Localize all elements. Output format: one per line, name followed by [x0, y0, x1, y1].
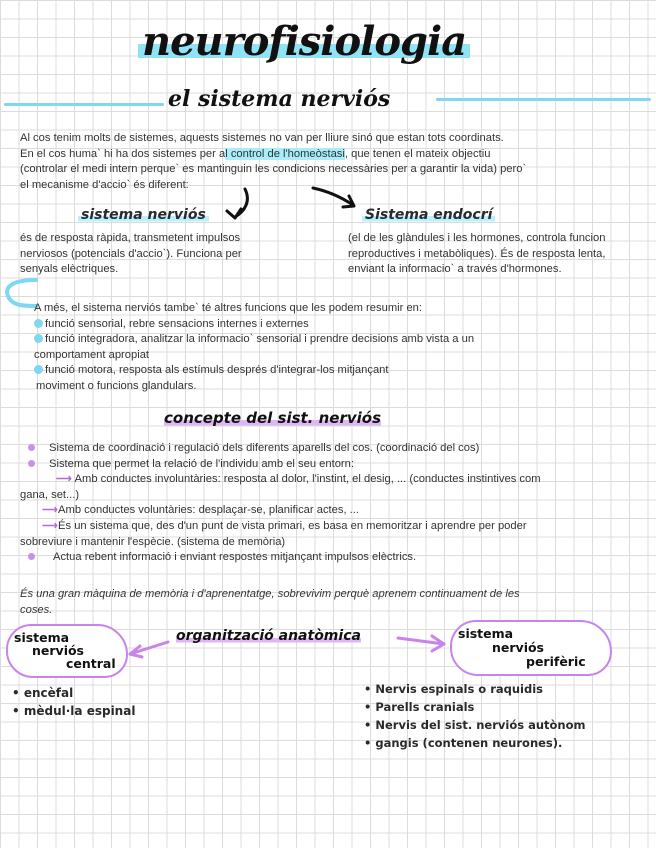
bullet-dot — [28, 553, 35, 560]
endocrine-system-heading: Sistema endocrí — [362, 207, 495, 223]
concept-cont: sobreviure i mantenir l'espècie. (sistema de memòria) — [20, 535, 286, 548]
list-item: • mèdul·la espinal — [12, 702, 135, 720]
functions-block — [34, 301, 634, 395]
summary-line: És una gran màquina de memòria i d'aprenentatge, sobrevivim perquè aprenem continuament de les — [20, 588, 520, 600]
concept-cont: gana, set...) — [20, 488, 80, 501]
concept-list — [20, 441, 640, 566]
nervous-system-heading: sistema nerviós — [78, 207, 209, 223]
list-item: • Nervis del sist. nerviós autònom — [364, 716, 585, 734]
bullet-dot — [34, 319, 43, 328]
concept-bullet: Actua rebent informació i enviant respostes mitjançant impulsos elèctrics. — [20, 550, 640, 566]
concept-bullet: Sistema de coordinació i regulació dels diferents aparells del cos. (coordinació del cos) — [20, 441, 640, 457]
system-arrows — [215, 185, 365, 225]
text-line: nerviosos (potencials d'accio`). Funciona per — [20, 247, 242, 260]
central-items — [12, 684, 135, 720]
function-item-cont: comportament apropiat — [34, 348, 150, 361]
text-line: senyals elèctriques. — [20, 263, 119, 276]
concept-heading: concepte del sist. nerviós — [164, 409, 382, 427]
function-item: funció sensorial, rebre sensacions internes i externes — [34, 317, 634, 333]
cloud-label: sistema — [458, 626, 514, 641]
bullet-dot — [34, 334, 43, 343]
summary-paragraph — [20, 587, 650, 618]
text-line: reproductives i metabòliques). És de resposta lenta, — [348, 247, 606, 260]
page-subtitle: el sistema nerviós — [168, 86, 391, 112]
bullet-dot — [34, 365, 43, 374]
cloud-label: central — [66, 656, 116, 671]
peripheral-system-cloud — [450, 620, 612, 676]
arrow-icon: ⟶ — [42, 519, 59, 532]
page-title: neurofisiologia — [138, 18, 470, 65]
nervous-system-text — [20, 231, 320, 278]
list-item: • encèfal — [12, 684, 135, 702]
concept-bullet: Sistema que permet la relació de l'individu amb el seu entorn: — [20, 457, 640, 473]
intro-line: Al cos tenim molts de sistemes, aquests sistemes no van per lliure sinó que estan tots coordinats. — [20, 132, 504, 144]
concept-arrow-item: ⟶ Amb conductes involuntàries: resposta al dolor, l'instint, el desig, ... (conductes instintives com — [56, 473, 541, 486]
function-item-cont: moviment o funcions glandulars. — [36, 379, 197, 392]
function-item: funció motora, resposta als estímuls després d'integrar-los mitjançant — [34, 363, 634, 379]
subtitle-rule-right — [436, 98, 651, 101]
arrow-icon: ⟶ — [56, 473, 73, 486]
organization-heading: organització anatòmica — [176, 628, 361, 644]
functions-intro: A més, el sistema nerviós tambe` té altres funcions que les podem resumir en: — [34, 302, 423, 314]
summary-line: coses. — [20, 603, 53, 616]
homeostasis-highlight: l control de l'homeòstasi — [225, 147, 345, 160]
text-line: enviant la informacio` a través d'hormones. — [348, 263, 562, 276]
list-item: • gangis (contenen neurones). — [364, 734, 585, 752]
central-system-cloud — [6, 624, 128, 678]
list-item: • Parells cranials — [364, 698, 585, 716]
intro-line: (controlar el medi intern perque` es mantinguin les condicions necessàries per a garantir la vida) pero` — [20, 163, 527, 176]
list-item: • Nervis espinals o raquidis — [364, 680, 585, 698]
endocrine-system-text — [348, 231, 656, 278]
bullet-dot — [28, 444, 35, 451]
function-item: funció integradora, analitzar la informacio` sensorial i prendre decisions amb vista a un — [34, 332, 634, 348]
intro-line: En el cos huma` hi ha dos sistemes per al control de l'homeòstasi, que tenen el mateix objectiu — [20, 147, 491, 160]
cloud-label: sistema — [14, 630, 70, 645]
subtitle-rule-left — [4, 103, 164, 106]
text-line: és de resposta ràpida, transmetent impulsos — [20, 232, 241, 244]
arrow-icon: ⟶ — [42, 504, 59, 517]
bullet-dot — [28, 460, 35, 467]
cloud-label: perifèric — [526, 654, 586, 669]
cloud-label: nerviós — [32, 643, 85, 658]
text-line: (el de les glàndules i les hormones, controla funcion — [348, 232, 606, 244]
peripheral-items — [364, 680, 585, 752]
cloud-label: nerviós — [492, 640, 545, 655]
concept-arrow-item: ⟶Amb conductes voluntàries: desplaçar-se, planificar actes, ... — [42, 504, 360, 517]
concept-arrow-item: ⟶És un sistema que, des d'un punt de vista primari, es basa en memoritzar i aprendre per poder — [42, 519, 527, 532]
intro-line: el mecanisme d'accio` és diferent: — [20, 178, 189, 191]
